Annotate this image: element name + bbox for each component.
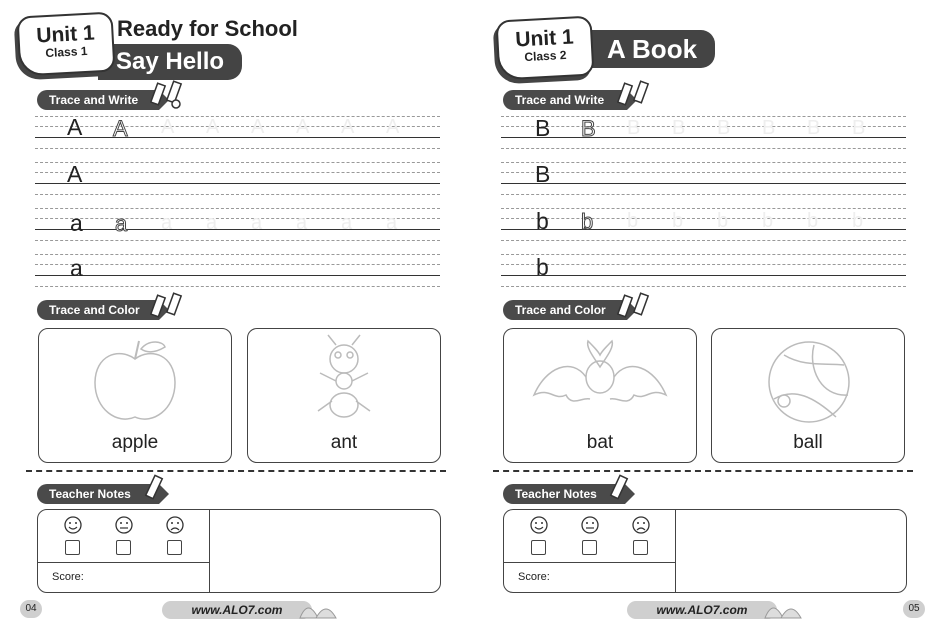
unit-badge — [495, 16, 594, 81]
pencils-icon — [617, 292, 657, 322]
lesson-title: A Book — [589, 30, 715, 68]
unit-label: Unit 1 — [35, 21, 96, 48]
score-label: Score: — [518, 571, 550, 583]
trace-color-label: Trace and Color — [503, 300, 627, 320]
page-number: 05 — [903, 600, 925, 618]
ghost-letter: b — [717, 210, 729, 232]
ghost-letter: B — [762, 117, 776, 139]
writing-row[interactable] — [501, 112, 906, 158]
color-box-apple[interactable] — [38, 328, 232, 463]
pencil-icon — [142, 474, 168, 504]
left-page — [0, 0, 471, 637]
pencils-icon — [150, 80, 190, 110]
bat-icon — [532, 337, 668, 425]
ghost-letter: b — [672, 210, 684, 232]
ghost-letter: a — [296, 212, 308, 234]
unit-badge — [16, 12, 115, 77]
checkbox-neutral[interactable] — [116, 540, 131, 555]
model-letter: b — [536, 208, 549, 234]
notes-area[interactable] — [680, 514, 902, 588]
ghost-letter: a — [386, 212, 398, 234]
picture-word: ball — [793, 432, 823, 453]
writing-row[interactable] — [501, 158, 906, 204]
model-letter: A — [67, 161, 83, 187]
ghost-letter: b — [852, 210, 864, 232]
ghost-letter: B — [672, 117, 686, 139]
ghost-letter: a — [161, 212, 173, 234]
teacher-notes-box — [37, 509, 441, 593]
neutral-face-icon — [115, 516, 133, 534]
writing-row[interactable] — [35, 112, 440, 158]
ghost-letter: A — [386, 116, 400, 138]
pencils-icon — [617, 80, 657, 110]
ghost-letter: B — [852, 117, 866, 139]
sad-face-icon — [166, 516, 184, 534]
footer-url[interactable]: www.ALO7.com — [162, 601, 312, 619]
model-letter: a — [70, 210, 83, 236]
writing-row[interactable] — [35, 204, 440, 250]
teacher-notes-label: Teacher Notes — [37, 484, 159, 504]
trace-letter: b — [581, 209, 594, 234]
model-letter: B — [535, 115, 551, 141]
right-page — [471, 0, 942, 637]
happy-face-icon — [530, 516, 548, 534]
unit-label: Unit 1 — [514, 25, 575, 52]
model-letter: A — [67, 114, 83, 140]
sad-face-icon — [632, 516, 650, 534]
checkbox-neutral[interactable] — [582, 540, 597, 555]
checkbox-sad[interactable] — [167, 540, 182, 555]
lesson-title: Ready for School — [117, 16, 298, 41]
neutral-face-icon — [581, 516, 599, 534]
writing-row[interactable] — [35, 250, 440, 296]
footer-url[interactable]: www.ALO7.com — [627, 601, 777, 619]
writing-row[interactable] — [501, 250, 906, 296]
trace-letter: a — [115, 211, 128, 236]
color-box-ant[interactable] — [247, 328, 441, 463]
ghost-letter: A — [161, 116, 175, 138]
section-divider — [26, 470, 446, 472]
checkbox-happy[interactable] — [531, 540, 546, 555]
ant-icon — [306, 333, 382, 425]
trace-letter: B — [581, 116, 596, 141]
pencil-icon — [607, 474, 633, 504]
ghost-letter: B — [807, 117, 821, 139]
score-label: Score: — [52, 571, 84, 583]
section-divider — [493, 470, 913, 472]
notes-area[interactable] — [214, 514, 436, 588]
color-box-ball[interactable] — [711, 328, 905, 463]
ghost-letter: A — [296, 116, 310, 138]
picture-word: bat — [586, 432, 614, 453]
writing-row[interactable] — [501, 204, 906, 250]
ball-icon — [764, 337, 854, 427]
ghost-letter: B — [717, 117, 731, 139]
page-number: 04 — [20, 600, 42, 618]
ghost-letter: A — [341, 116, 355, 138]
model-letter: b — [536, 254, 549, 280]
trace-color-label: Trace and Color — [37, 300, 159, 320]
teacher-notes-box — [503, 509, 907, 593]
model-letter: a — [70, 255, 83, 281]
trace-write-label: Trace and Write — [37, 90, 159, 110]
model-letter: B — [535, 161, 551, 187]
ghost-letter: A — [251, 116, 265, 138]
class-label: Class 2 — [524, 47, 567, 65]
color-box-bat[interactable] — [503, 328, 697, 463]
trace-write-label: Trace and Write — [503, 90, 627, 110]
checkbox-sad[interactable] — [633, 540, 648, 555]
shells-icon — [296, 596, 340, 622]
pencils-icon — [150, 292, 190, 322]
ghost-letter: a — [251, 212, 263, 234]
apple-icon — [89, 337, 181, 427]
picture-word: apple — [111, 432, 159, 453]
picture-word: ant — [330, 432, 358, 453]
ghost-letter: B — [627, 117, 641, 139]
ghost-letter: a — [206, 212, 218, 234]
ghost-letter: a — [341, 212, 353, 234]
teacher-notes-label: Teacher Notes — [503, 484, 625, 504]
ghost-letter: b — [807, 210, 819, 232]
ghost-letter: A — [206, 116, 220, 138]
lesson-subtitle: Say Hello — [98, 44, 242, 80]
ghost-letter: b — [762, 210, 774, 232]
trace-letter: A — [113, 116, 128, 141]
writing-row[interactable] — [35, 158, 440, 204]
checkbox-happy[interactable] — [65, 540, 80, 555]
happy-face-icon — [64, 516, 82, 534]
ghost-letter: b — [627, 210, 639, 232]
class-label: Class 1 — [45, 43, 88, 61]
shells-icon — [761, 596, 805, 622]
